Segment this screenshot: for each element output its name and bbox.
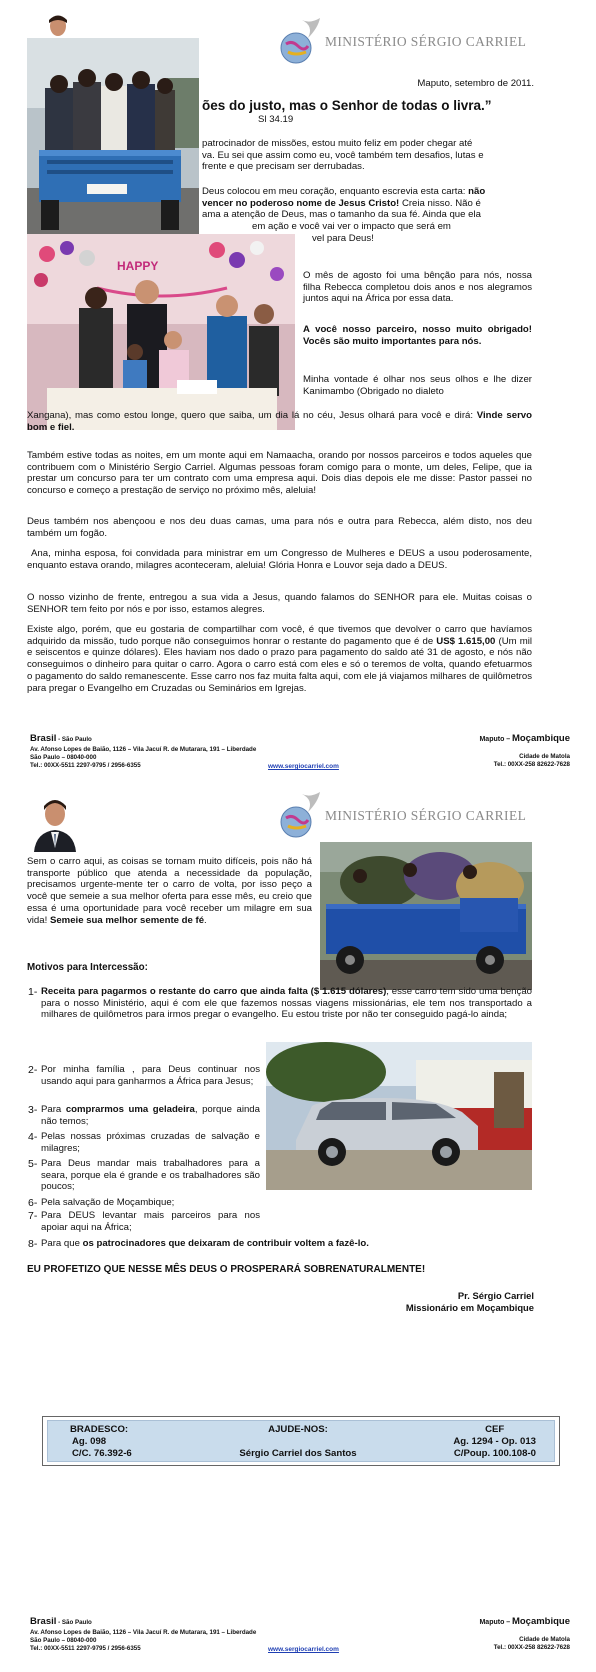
bradesco-account: C/C. 76.392-6 [72, 1447, 132, 1459]
intercession-item-1 [28, 986, 532, 1052]
help-title: AJUDE-NOS: [268, 1424, 328, 1435]
p10-part-2: (Um mil e seiscentos e quinze dólares). Eles haviam nos dado o prazo para pagamento do saldo até 31 de agosto, e nós não conseguimos o dinheiro para quitar o carro. Agora o carro está com eles e só o teremos de volta, quando efetuarmos o pagamento do saldo remanescente. Esse carro nos faz muita falta aqui, com ele já viajamos milhares de quilômetros para pregar o Evangelho em Cruzadas ou Seminários em Igrejas. [27, 635, 532, 694]
footer-city-right: Cidade de Matola [519, 1635, 570, 1643]
footer-city-maputo: Maputo – [479, 736, 511, 743]
p1-line-1: patrocinador de missões, estou muito feliz em poder chegar até [202, 138, 473, 149]
footer-page-1 [30, 733, 570, 773]
item-8-bold: os patrocinadores que deixaram de contribuir voltem a fazê-lo. [82, 1238, 369, 1249]
item-4-text: Pelas nossas próximas cruzadas de salvação e milagres; [41, 1131, 260, 1154]
pastor-avatar [32, 792, 78, 852]
item-6-text: Pela salvação de Moçambique; [41, 1197, 175, 1208]
signature [406, 1290, 534, 1314]
p10-part-1: Existe algo, porém, que eu gostaria de compartilhar com você, é que tivemos que devolver o carro que havíamos adquirido da missão, tudo porque não conseguimos honrar o restante do pagamento que é de [27, 624, 532, 647]
footer-address-mozambique [390, 733, 570, 769]
footer-tel-right: Tel.: 00XX-258 82622-7628 [493, 1643, 570, 1651]
logo-text: MINISTÉRIO SÉRGIO CARRIEL [325, 33, 527, 49]
cef-title: CEF [485, 1424, 505, 1435]
photo-birthday-party [27, 234, 295, 430]
p2-line-5: vel para Deus! [312, 232, 374, 244]
page2-p1-text: Sem o carro aqui, as coisas se tornam muito difíceis, pois não há transporte público que atenda a necessidade da população, precisamos urgente-mente ter o carro de volta, por isso peço a você que semeie a sua melhor oferta para esse mês, eu creio que essa é uma oportunidade para você receber um milagre em sua vida! [27, 856, 312, 926]
letter-paragraph-5a: Minha vontade é olhar nos seus olhos e lhe dizer Kanimambo (Obrigado no dialeto [303, 374, 532, 397]
footer-country-left: Brasil [30, 1616, 57, 1627]
p10-amount: US$ 1.615,00 [436, 635, 496, 647]
p2-bold-1: não [468, 186, 486, 197]
p2-line-3: ama a atenção de Deus, mas o tamanho da sua fé. Ainda que ela [202, 209, 481, 221]
cef-account: C/Poup. 100.108-0 [453, 1447, 536, 1459]
footer-city-maputo: Maputo – [479, 1619, 511, 1626]
footer-city-right: Cidade de Matola [519, 752, 570, 760]
bradesco-agency: Ag. 098 [72, 1435, 107, 1447]
footer-country-right: Moçambique [511, 733, 570, 744]
account-holder: Sérgio Carriel dos Santos [239, 1447, 357, 1459]
item-3-pre: Para [41, 1104, 66, 1115]
page2-p1-bold: Semeie sua melhor semente de fé [49, 914, 205, 926]
ministry-logo [278, 16, 538, 68]
signature-name: Pr. Sérgio Carriel [457, 1290, 534, 1301]
thanks-bold: A você nosso parceiro, nosso muito obrigado! Vocês são muito importantes para nós. [303, 324, 532, 347]
footer-country-right: Moçambique [511, 1616, 570, 1627]
bank-details-fill [47, 1420, 555, 1462]
footer-city-left: - São Paulo [58, 1619, 92, 1626]
item-3-text: , porque ainda não temos; [41, 1104, 260, 1127]
item-3-bold: comprarmos uma geladeira [65, 1104, 195, 1115]
globe-dove-icon-2 [278, 790, 322, 842]
letter-paragraph-5b [27, 410, 532, 433]
p2-line-4: em ação e você vai ver o impacto que será em [252, 221, 451, 233]
footer-city-left: - São Paulo [58, 736, 92, 743]
page2-paragraph-1: Sem o carro aqui, as coisas se tornam muito difíceis, pois não há transporte público que atenda a necessidade da população, precisamos urgente-mente ter o carro de volta, por isso peço a você que semeie a sua melhor oferta para esse mês, eu creio que essa é uma oportunidade para você receber um milagre em sua vida! Semeie sua melhor semente de fé. [27, 856, 312, 926]
photo-silver-car [266, 1042, 532, 1190]
verse-quote: ões do justo, mas o Senhor de todas o livra.” [202, 98, 492, 113]
item-number: 2- [28, 1064, 38, 1076]
bank-details-box [42, 1416, 560, 1466]
item-number: 6- [28, 1197, 38, 1209]
footer-page-2 [30, 1616, 570, 1656]
item-7-text: Para DEUS levantar mais parceiros para nos apoiar aqui na África; [41, 1210, 260, 1233]
svg-text:HAPPY: HAPPY [117, 259, 159, 273]
item-number: 3- [28, 1104, 38, 1116]
website-link-2[interactable]: www.sergiocarriel.com [268, 1646, 339, 1653]
footer-cep: São Paulo – 08040-000 [30, 753, 97, 761]
footer-country-left: Brasil [30, 733, 57, 744]
footer-address-mozambique-2 [390, 1616, 570, 1652]
footer-tel-left: Tel.: 00XX-5511 2297-9795 / 2956-6355 [30, 761, 141, 769]
letter-paragraph-10 [27, 624, 532, 694]
item-1-bold: Receita para pagarmos o restante do carro que ainda falta ($ 1.615 dólares) [41, 986, 387, 997]
bank-bradesco [70, 1424, 132, 1460]
letter-paragraph-1 [202, 138, 532, 173]
letter-paragraph-3: O mês de agosto foi uma bênção para nós, nossa filha Rebecca completou dois anos e nos alegramos juntos aqui na África por essa data. [303, 270, 532, 305]
item-number: 1- [28, 986, 38, 998]
item-5-text: Para Deus mandar mais trabalhadores para a seara, porque ela é grande e os trabalhadores são poucos; [41, 1158, 260, 1193]
pastor-avatar-top [44, 14, 72, 36]
item-2-text: Por minha família , para Deus continuar nos usando aqui para ganharmos a África para Jesus; [41, 1064, 260, 1087]
footer-tel-left: Tel.: 00XX-5511 2297-9795 / 2956-6355 [30, 1644, 141, 1652]
footer-cep: São Paulo – 08040-000 [30, 1636, 97, 1644]
bradesco-title: BRADESCO: [70, 1424, 129, 1435]
ministry-logo-2 [278, 790, 538, 842]
intercession-title: Motivos para Intercessão: [27, 962, 148, 973]
item-number: 7- [28, 1210, 38, 1222]
item-number: 5- [28, 1158, 38, 1170]
dateline: Maputo, setembro de 2011. [417, 78, 534, 89]
letter-paragraph-8: Ana, minha esposa, foi convidada para ministrar em um Congresso de Mulheres e DEUS a usou poderosamente, enquanto estava orando, milagres aconteceram, aleluia! Glória Honra e Louvor seja dado a DEUS. [27, 548, 532, 571]
logo-text-2: MINISTÉRIO SÉRGIO CARRIEL [325, 807, 527, 823]
prophecy-line: EU PROFETIZO QUE NESSE MÊS DEUS O PROSPERARÁ SOBRENATURALMENTE! [27, 1264, 426, 1275]
p1-line-2: va. Eu sei que assim como eu, você também tem desafios, lutas e [202, 149, 484, 161]
bank-cef [453, 1424, 536, 1460]
p5-line: Xangana), mas como estou longe, quero que saiba, um dia lá no céu, Jesus olhará para você e dirá: [27, 410, 474, 421]
item-1-text: , esse carro tem sido uma benção para o nosso Ministério, aqui é com ele que fazemos nossas viagens missionárias, ele tem nos transportado a milhares de quilômetros para irmos pregar o evangelho. Eu estou triste por não ter conseguido pagá-lo ainda; [41, 986, 532, 1021]
globe-dove-icon [278, 16, 322, 68]
bank-ajude-nos [208, 1424, 388, 1460]
photo-truck-people [27, 38, 199, 238]
p2-line-2: Creia nisso. Não é [401, 197, 481, 209]
letter-paragraph-9: O nosso vizinho de frente, entregou a sua vida a Jesus, quando falamos do SENHOR para ele. Muitas coisas o SENHOR tem feito por nós e por isso, estamos alegres. [27, 592, 532, 615]
p1-line-3: frente e que precisam ser derrubadas. [202, 161, 365, 173]
item-8-pre: Para que [41, 1238, 83, 1249]
verse-reference: Sl 34.19 [258, 114, 294, 125]
letter-paragraph-6: Também estive todas as noites, em um monte aqui em Namaacha, orando por nossos parceiros e todos aqueles que contribuem com o Ministério Sergio Carriel. Algumas pessoas foram comigo para o monte, um deles, Felipe, que ia prestar um concurso para ter um contrato com uma empresa aqui. Dois dias depois ele me disse: Pastor passei no concurso e começo a prestação de serviço no próximo mês, aleluia! [27, 450, 532, 497]
p5-bold: Vinde servo bom e fiel. [27, 410, 532, 433]
p2-line-1: Deus colocou em meu coração, enquanto escrevia esta carta: [202, 186, 466, 197]
website-link[interactable]: www.sergiocarriel.com [268, 763, 339, 770]
p2-bold-2: vencer no poderoso nome de Jesus Cristo! [202, 197, 400, 209]
item-number: 8- [28, 1238, 38, 1250]
footer-address: Av. Afonso Lopes de Baião, 1126 – Vila Jacuí R. de Mutarara, 191 – Liberdade [30, 745, 257, 753]
signature-title: Missionário em Moçambique [405, 1302, 534, 1314]
item-number: 4- [28, 1131, 38, 1143]
footer-tel-right: Tel.: 00XX-258 82622-7628 [493, 760, 570, 768]
cef-agency: Ag. 1294 - Op. 013 [453, 1435, 536, 1447]
photo-loaded-truck [320, 842, 532, 990]
letter-paragraph-7: Deus também nos abençoou e nos deu duas camas, uma para nós e outra para Rebecca, além disto, nos deu também um fogão. [27, 516, 532, 539]
footer-address: Av. Afonso Lopes de Baião, 1126 – Vila Jacuí R. de Mutarara, 191 – Liberdade [30, 1628, 257, 1636]
letter-paragraph-4 [303, 324, 532, 347]
